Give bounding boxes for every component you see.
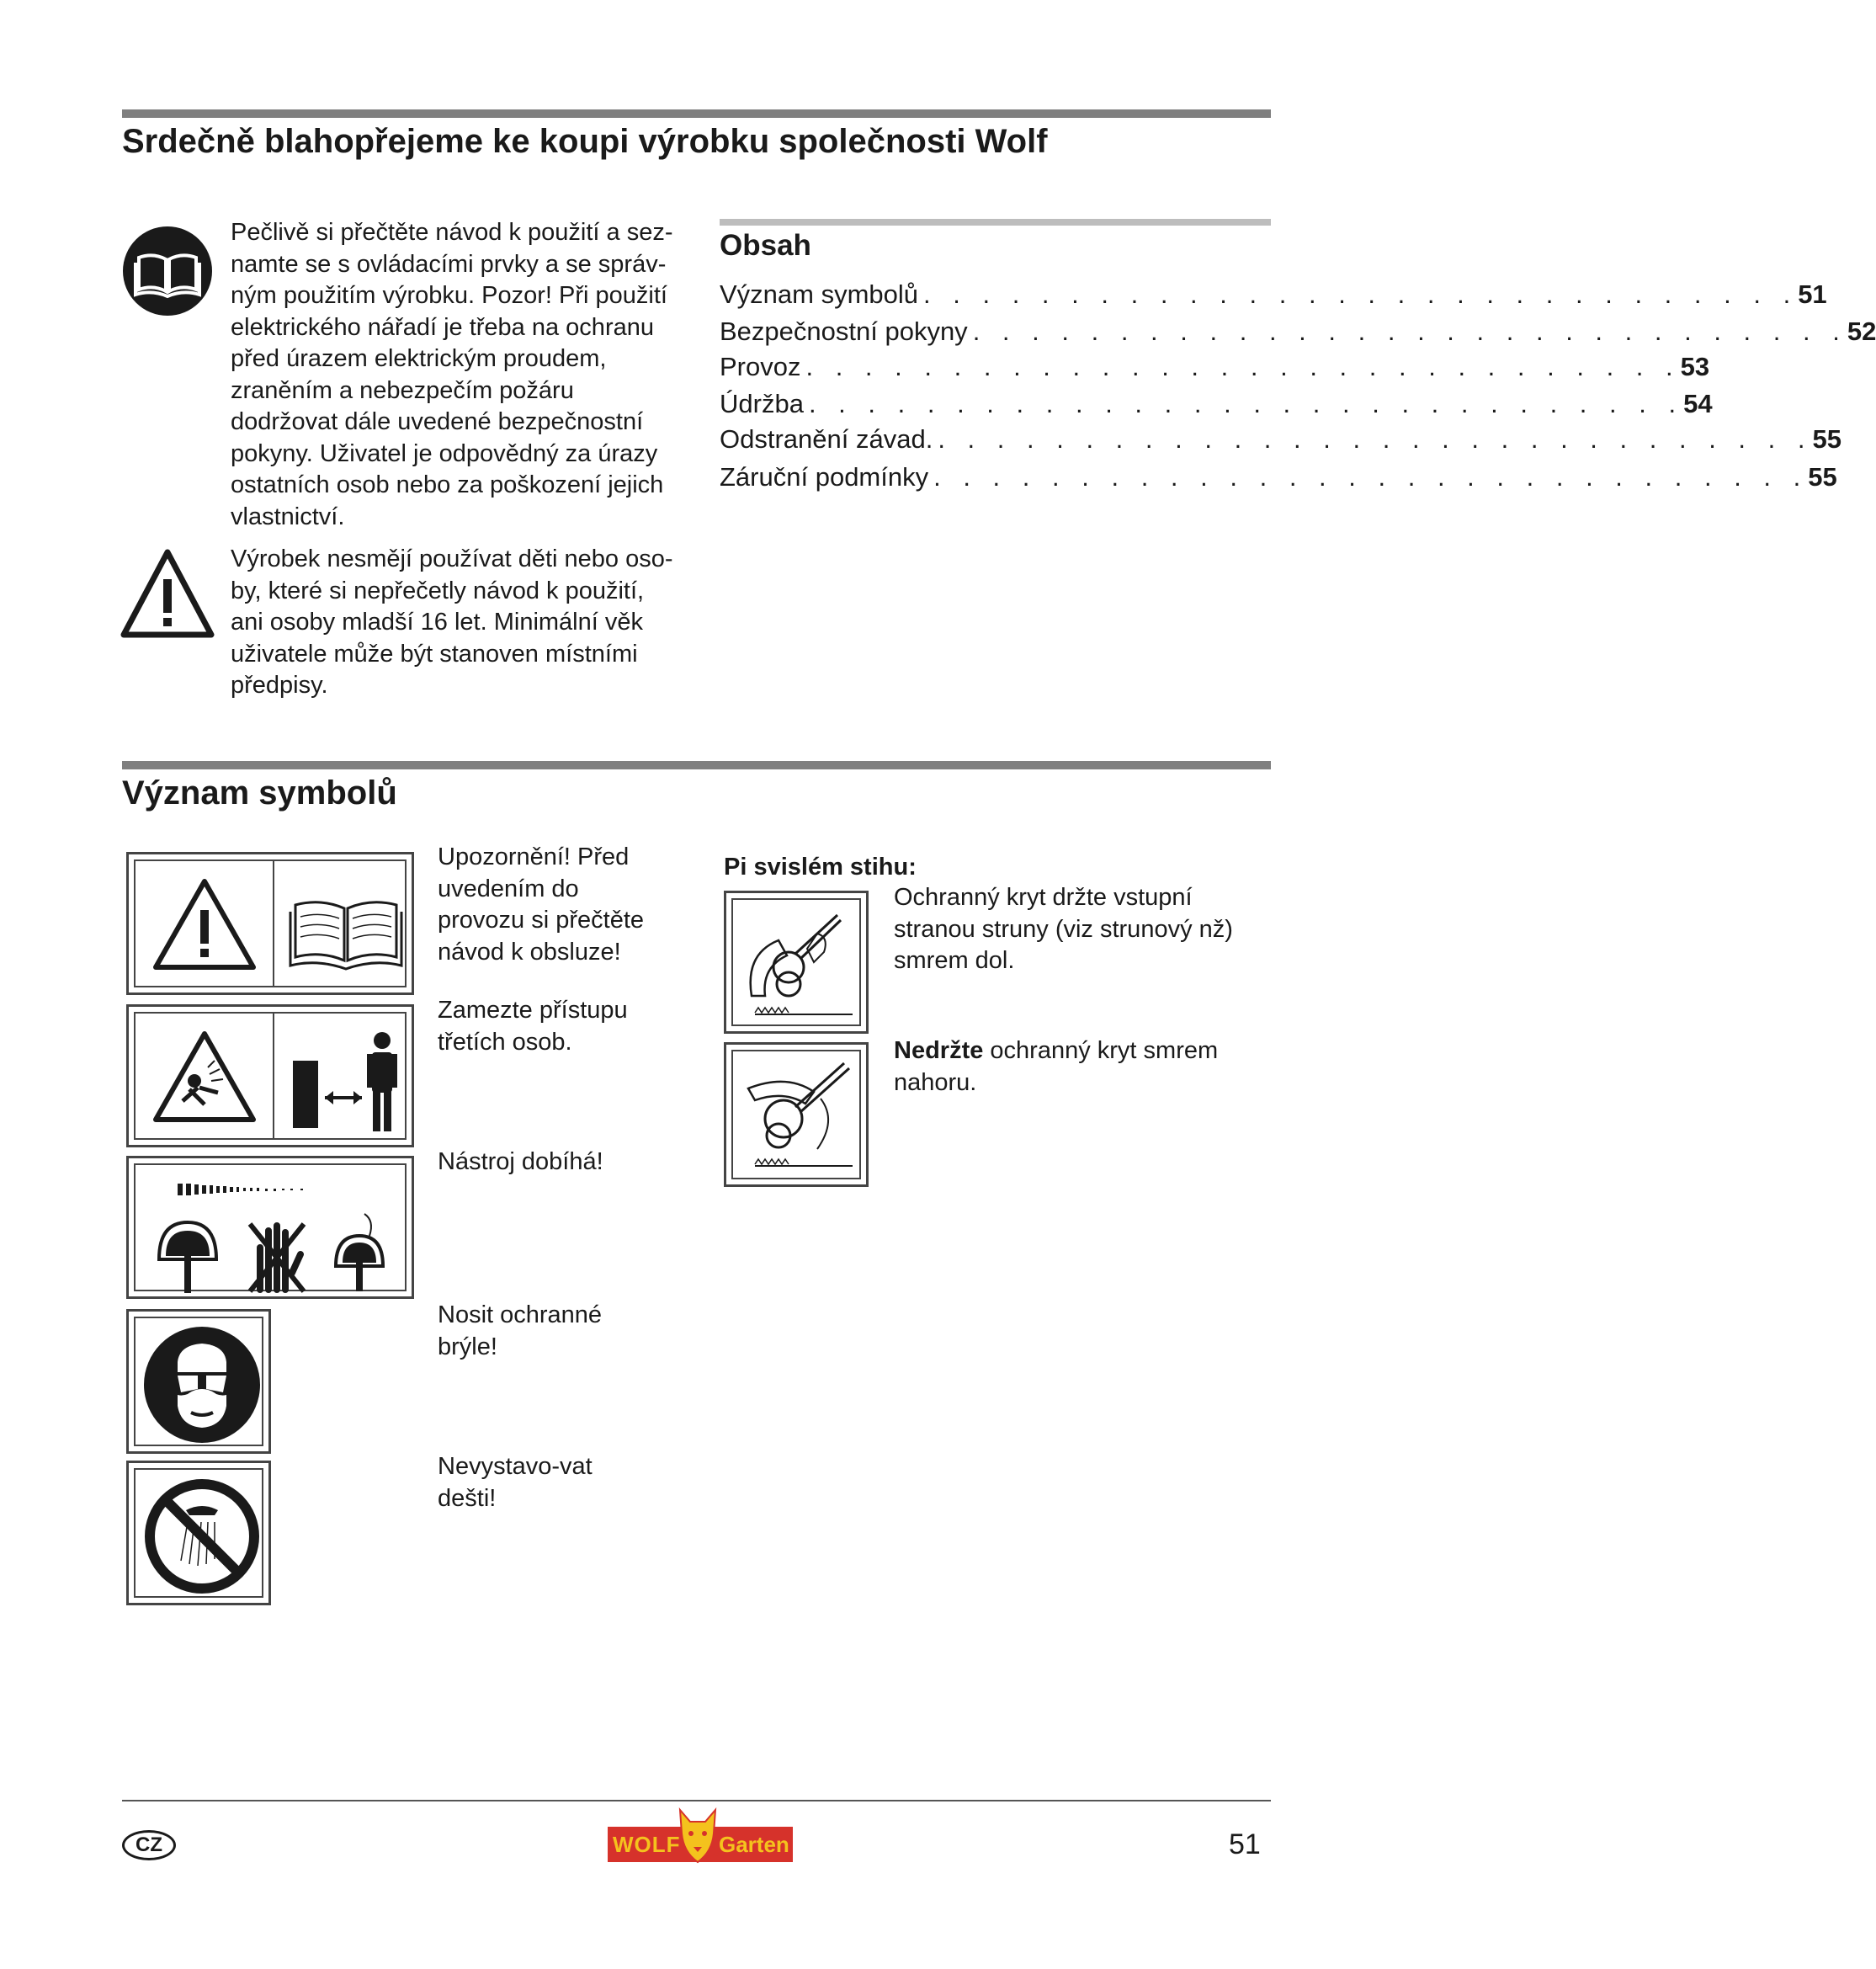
text-line: nahoru.: [894, 1068, 977, 1096]
text-line: zraněním a nebezpečím požáru: [231, 376, 574, 404]
vertical-cut-text-1: [894, 882, 1264, 977]
toc-item-label: Odstranění závad.: [720, 424, 933, 454]
symbol-caption: [438, 842, 690, 968]
person-distance-icon: [283, 1029, 409, 1135]
text-line: smrem dol.: [894, 947, 1015, 974]
read-manual-icon: [122, 226, 213, 317]
symbol-wear-goggles: [126, 1309, 271, 1454]
text-line: ným použitím výrobku. Pozor! Při použití: [231, 282, 667, 309]
text-line: vlastnictví.: [231, 503, 345, 530]
symbol-guard-down: [724, 891, 869, 1034]
top-rule: [122, 109, 1271, 118]
safety-goggles-icon: [142, 1325, 262, 1445]
emphasis-text: Nedržte: [894, 1037, 984, 1064]
toc-item-label: Provoz: [720, 352, 801, 381]
toc-item-page: 52: [1847, 317, 1876, 346]
text-line: brýle!: [438, 1333, 497, 1360]
text-line: namte se s ovládacími prvky a se správ-: [231, 250, 667, 278]
toc-item[interactable]: [720, 317, 1876, 350]
symbols-rule: [122, 761, 1271, 769]
toc-item[interactable]: [720, 352, 1710, 386]
wolf-garten-logo: [608, 1808, 793, 1864]
toc-item-page: 53: [1680, 352, 1710, 381]
toc-item-page: 55: [1808, 462, 1837, 492]
page-heading: Srdečně blahopřejeme ke koupi výrobku společnosti Wolf: [122, 123, 1048, 160]
text-line: ani osoby mladší 16 let. Minimální věk: [231, 609, 643, 636]
text-line: Zamezte přístupu: [438, 997, 628, 1024]
text-line: pokyny. Uživatel je odpovědný za úrazy: [231, 439, 658, 467]
symbol-caption: [438, 1451, 690, 1514]
country-code: CZ: [136, 1833, 162, 1856]
text-line: provozu si přečtěte: [438, 907, 645, 934]
open-book-icon: [287, 881, 405, 974]
toc-title: Obsah: [720, 229, 811, 262]
toc-item[interactable]: [720, 424, 1841, 458]
text-line: [894, 1035, 1264, 1067]
text-line: uvedením do: [438, 875, 579, 902]
text-line: dodržovat dále uvedené bezpečnostní: [231, 408, 644, 435]
intro-paragraph: [231, 217, 702, 533]
toc-item-page: 54: [1683, 389, 1713, 418]
text-line: předpisy.: [231, 672, 328, 699]
fox-head-icon: [677, 1808, 719, 1864]
toc-dots: . . . . . . . . . . . . . . . . . . . . . . . . . . . . . .: [933, 462, 1809, 492]
toc-item[interactable]: [720, 462, 1837, 496]
text-line: uživatele může být stanoven místními: [231, 640, 638, 668]
trimmer-head-icon: [154, 1216, 221, 1296]
toc-dots: . . . . . . . . . . . . . . . . . . . . . . . . . . . . . .: [972, 317, 1847, 346]
toc-item-label: Záruční podmínky: [720, 462, 929, 492]
children-warning-paragraph: [231, 544, 702, 702]
logo-text-left: WOLF: [613, 1832, 681, 1857]
run-on-indicator-icon: [178, 1184, 329, 1195]
trimmer-head-icon: [331, 1211, 390, 1295]
symbol-caption: [438, 1147, 690, 1179]
text-line: by, které si nepřečetly návod k použití,: [231, 577, 645, 604]
text-line: Upozornění! Před: [438, 843, 630, 870]
toc-dots: . . . . . . . . . . . . . . . . . . . . . . . . . . . . . .: [923, 279, 1799, 309]
text-line: Pečlivě si přečtěte návod k použití a sez-: [231, 219, 673, 246]
text-line: Nosit ochranné: [438, 1301, 603, 1328]
symbol-tool-runs-on: [126, 1156, 414, 1299]
symbol-warning-manual: [126, 852, 414, 995]
text-line: před úrazem elektrickým proudem,: [231, 345, 607, 372]
logo-text-right: Garten: [719, 1832, 789, 1857]
text-line: třetích osob.: [438, 1028, 572, 1056]
warning-triangle-icon: [120, 547, 215, 641]
toc-rule: [720, 219, 1271, 226]
text-line: Nevystavo-vat: [438, 1453, 593, 1480]
text-line: stranou struny (viz strunový nž): [894, 915, 1233, 943]
toc-dots: . . . . . . . . . . . . . . . . . . . . . . . . . . . . . .: [808, 389, 1684, 418]
text-line: Nástroj dobíhá!: [438, 1148, 603, 1175]
page-number: 51: [1229, 1828, 1261, 1860]
symbol-guard-up: [724, 1042, 869, 1187]
text-line: Výrobek nesmějí používat děti nebo oso-: [231, 545, 673, 572]
trimmer-guard-up-icon: [736, 1055, 863, 1181]
no-rain-icon: [142, 1477, 262, 1596]
toc-item-label: Údržba: [720, 389, 804, 418]
toc-item-label: Význam symbolů: [720, 279, 919, 309]
toc-dots: . . . . . . . . . . . . . . . . . . . . . . . . . . . . . .: [938, 424, 1813, 454]
toc-item-page: 55: [1812, 424, 1841, 454]
text-line: elektrického nářadí je třeba na ochranu: [231, 313, 654, 341]
text-span: ochranný kryt smrem: [983, 1037, 1219, 1064]
country-badge: [122, 1830, 176, 1860]
text-line: návod k obsluze!: [438, 938, 621, 966]
symbol-no-rain: [126, 1461, 271, 1605]
vertical-cut-text-2: [894, 1035, 1264, 1099]
symbol-caption: [438, 1300, 690, 1363]
no-hands-icon: [245, 1214, 309, 1295]
text-line: ostatních osob nebo za poškození jejich: [231, 471, 664, 498]
symbol-caption: [438, 995, 690, 1058]
toc-dots: . . . . . . . . . . . . . . . . . . . . . . . . . . . . . .: [805, 352, 1681, 381]
symbols-heading: Význam symbolů: [122, 774, 397, 812]
toc-item[interactable]: [720, 389, 1713, 423]
toc-item-page: 51: [1798, 279, 1827, 309]
vertical-cut-title: Pi svislém stihu:: [724, 854, 917, 881]
flying-debris-warning-icon: [151, 1029, 258, 1125]
footer-rule: [122, 1800, 1271, 1801]
toc-item[interactable]: [720, 279, 1827, 313]
trimmer-guard-down-icon: [736, 903, 863, 1030]
text-line: dešti!: [438, 1484, 497, 1512]
symbol-keep-distance: [126, 1004, 414, 1147]
warning-triangle-icon: [151, 876, 258, 972]
toc-item-label: Bezpečnostní pokyny: [720, 317, 968, 346]
text-line: Ochranný kryt držte vstupní: [894, 884, 1193, 911]
